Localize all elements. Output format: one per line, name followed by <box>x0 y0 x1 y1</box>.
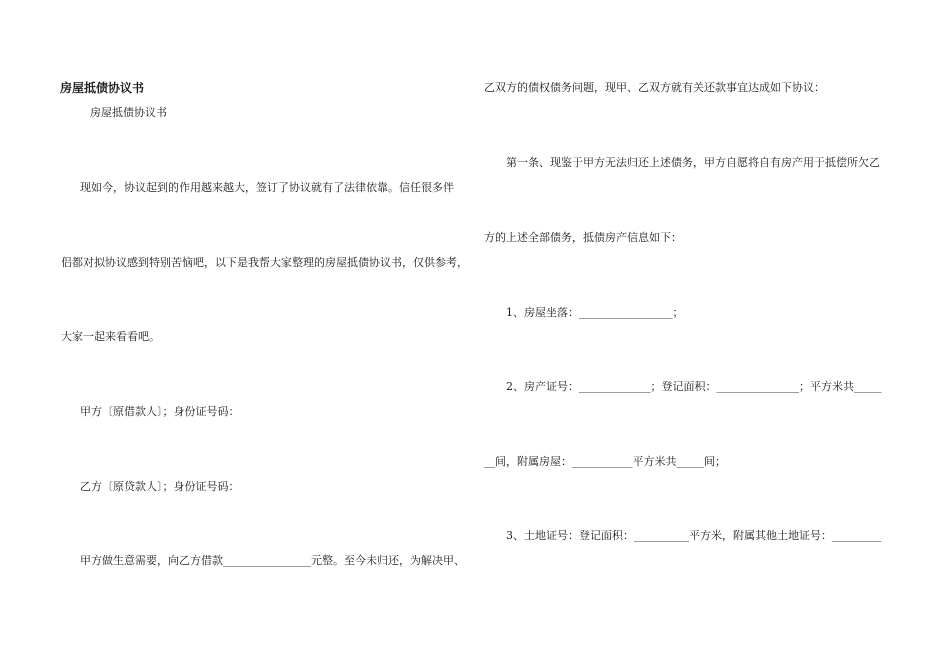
intro-paragraph-line-3: 大家一起来看看吧。 <box>61 330 160 343</box>
article-1-line-2: 方的上述全部债务，抵债房产信息如下： <box>484 231 682 244</box>
property-item-1: 1、房屋坐落：_________________； <box>506 306 684 319</box>
loan-paragraph-continuation: 乙双方的债权债务问题，现甲、乙双方就有关还款事宜达成如下协议： <box>484 81 825 94</box>
document-subtitle: 房屋抵债协议书 <box>90 106 167 119</box>
party-a-line: 甲方〔原借款人〕；身份证号码： <box>80 405 240 418</box>
loan-paragraph-line: 甲方做生意需要，向乙方借款________________元整。至今未归还，为解决甲、 <box>80 554 465 567</box>
document-title: 房屋抵债协议书 <box>60 81 145 95</box>
intro-paragraph-line-2: 侣都对拟协议感到特别苦恼吧，以下是我帮大家整理的房屋抵债协议书，仅供参考， <box>61 256 468 269</box>
property-item-2-line-2: __间，附属房屋：___________平方米共_____间； <box>484 455 726 468</box>
article-1-line-1: 第一条、现鉴于甲方无法归还上述债务，甲方自愿将自有房产用于抵偿所欠乙 <box>506 156 880 169</box>
property-item-3: 3、土地证号：登记面积：__________平方米，附属其他土地证号：_________ <box>506 529 882 542</box>
property-item-2-line-1: 2、房产证号：_____________；登记面积：_______________；平方米共_____ <box>506 380 882 393</box>
party-b-line: 乙方〔原贷款人〕；身份证号码： <box>80 480 240 493</box>
intro-paragraph-line-1: 现如今，协议起到的作用越来越大，签订了协议就有了法律依靠。信任很多伴 <box>80 181 454 194</box>
